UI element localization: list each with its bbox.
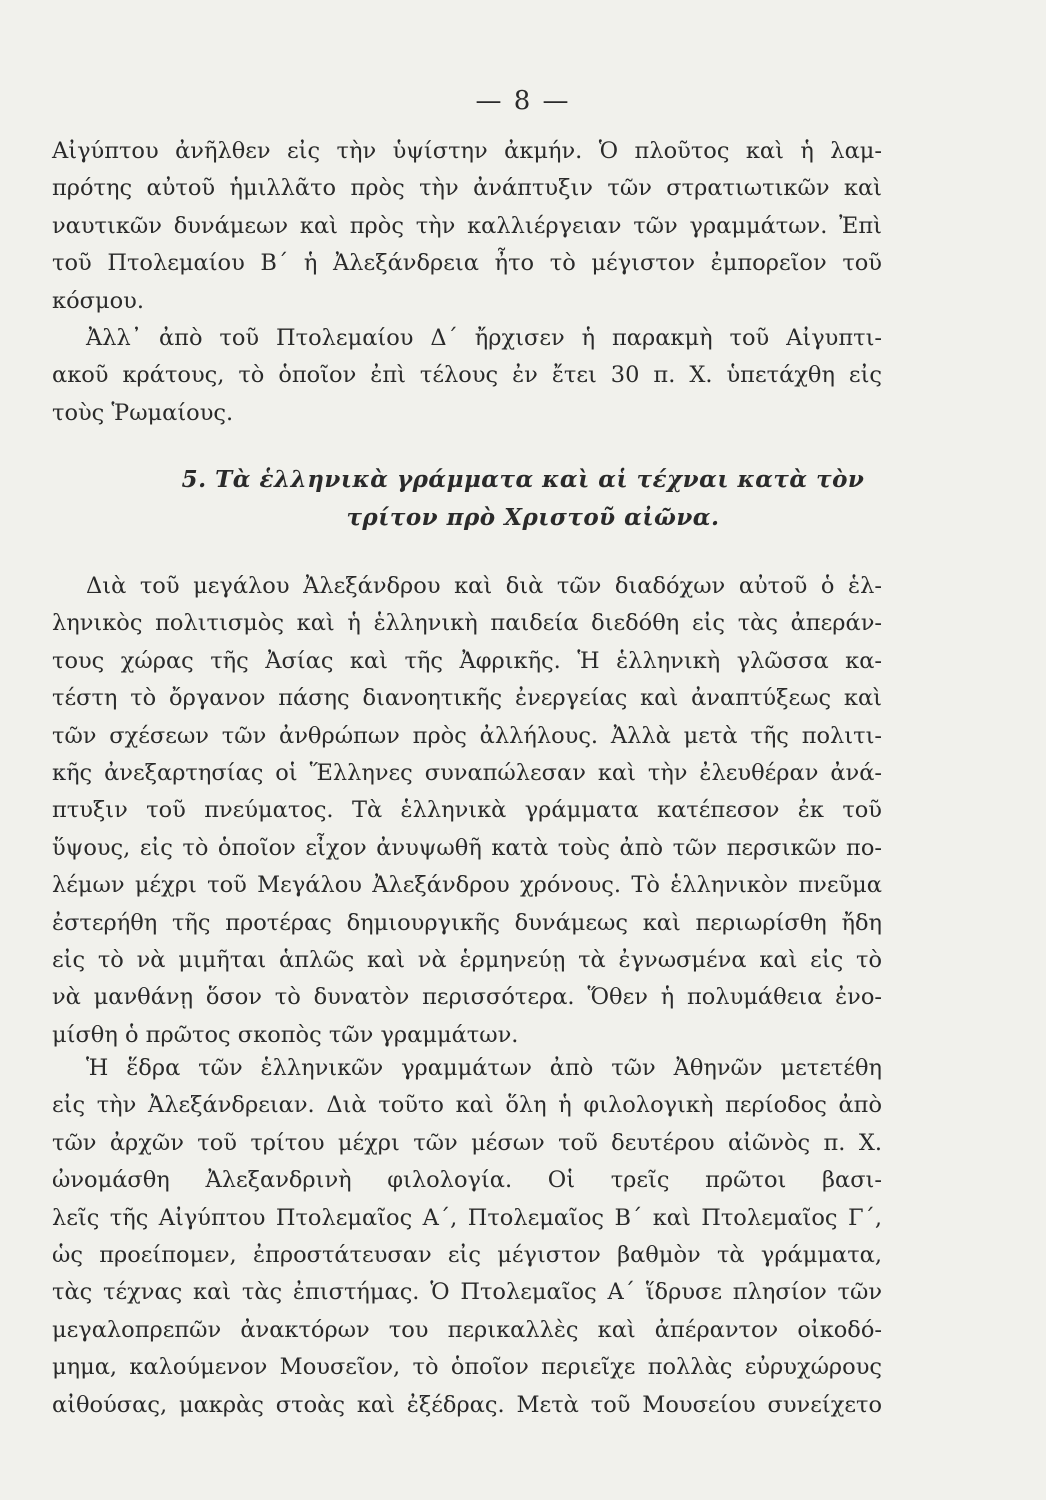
paragraph-2 xyxy=(52,320,882,432)
text-line: εἰς τὸ νὰ μιμῆται ἁπλῶς καὶ νὰ ἑρμηνεύῃ τὰ ἐγνωσμένα καὶ εἰς τὸ xyxy=(52,946,882,973)
paragraph-3 xyxy=(52,568,882,1054)
text-line: μημα, καλούμενον Μουσεῖον, τὸ ὁποῖον περιεῖχε πολλὰς εὐρυχώρους xyxy=(52,1354,882,1381)
section-heading-line-1: 5. Τὰ ἑλληνικὰ γράμματα καὶ αἱ τέχναι κατὰ τὸν xyxy=(181,466,865,493)
text-line: μίσθη ὁ πρῶτος σκοπὸς τῶν γραμμάτων. xyxy=(52,1021,519,1048)
section-heading-line-2: τρίτον πρὸ Χριστοῦ αἰῶνα. xyxy=(346,504,720,531)
text-line: τους χώρας τῆς Ἀσίας καὶ τῆς Ἀφρικῆς. Ἡ ἑλληνικὴ γλῶσσα κα- xyxy=(52,647,882,674)
text-line: νὰ μανθάνῃ ὅσον τὸ δυνατὸν περισσότερα. Ὅθεν ἡ πολυμάθεια ἐνο- xyxy=(52,984,882,1011)
text-line: πρότης αὐτοῦ ἡμιλλᾶτο πρὸς τὴν ἀνάπτυξιν τῶν στρατιωτικῶν καὶ xyxy=(52,175,882,202)
text-line: Διὰ τοῦ μεγάλου Ἀλεξάνδρου καὶ διὰ τῶν διαδόχων αὐτοῦ ὁ ἑλ- xyxy=(86,573,882,599)
text-line: τοῦ Πτολεμαίου Β΄ ἡ Ἀλεξάνδρεια ἦτο τὸ μέγιστον ἐμπορεῖον τοῦ xyxy=(52,250,882,277)
text-line: ακοῦ κράτους, τὸ ὁποῖον ἐπὶ τέλους ἐν ἔτει 30 π. Χ. ὑπετάχθη εἰς xyxy=(52,362,882,389)
page-number: — 8 — xyxy=(475,86,571,116)
text-line: τέστη τὸ ὄργανον πάσης διανοητικῆς ἐνεργείας καὶ ἀναπτύξεως καὶ xyxy=(52,685,882,712)
text-line: Ἀλλ᾽ ἀπὸ τοῦ Πτολεμαίου Δ΄ ἤρχισεν ἡ παρακμὴ τοῦ Αἰγυπτι- xyxy=(86,325,882,351)
paragraph-1 xyxy=(52,133,882,320)
text-line: λεῖς τῆς Αἰγύπτου Πτολεμαῖος Α΄, Πτολεμαῖος Β΄ καὶ Πτολεμαῖος Γ΄, xyxy=(52,1204,882,1231)
text-line: Ἡ ἕδρα τῶν ἑλληνικῶν γραμμάτων ἀπὸ τῶν Ἀθηνῶν μετετέθη xyxy=(86,1055,882,1081)
text-line: μεγαλοπρεπῶν ἀνακτόρων του περικαλλὲς καὶ ἀπέραντον οἰκοδό- xyxy=(52,1316,882,1343)
text-line: τὰς τέχνας καὶ τὰς ἐπιστήμας. Ὁ Πτολεμαῖος Α΄ ἵδρυσε πλησίον τῶν xyxy=(52,1279,882,1306)
text-line: Αἰγύπτου ἀνῆλθεν εἰς τὴν ὑψίστην ἀκμήν. Ὁ πλοῦτος καὶ ἡ λαμ- xyxy=(52,138,882,164)
text-line: τοὺς Ῥωμαίους. xyxy=(52,399,234,426)
text-line: ναυτικῶν δυνάμεων καὶ πρὸς τὴν καλλιέργειαν τῶν γραμμάτων. Ἐπὶ xyxy=(52,212,882,239)
text-line: τῶν ἀρχῶν τοῦ τρίτου μέχρι τῶν μέσων τοῦ δευτέρου αἰῶνὸς π. Χ. xyxy=(52,1129,882,1156)
text-line: πτυξιν τοῦ πνεύματος. Τὰ ἑλληνικὰ γράμματα κατέπεσον ἐκ τοῦ xyxy=(52,797,882,824)
text-line: τῶν σχέσεων τῶν ἀνθρώπων πρὸς ἀλλήλους. Ἀλλὰ μετὰ τῆς πολιτι- xyxy=(52,722,882,749)
text-line: εἰς τὴν Ἀλεξάνδρειαν. Διὰ τοῦτο καὶ ὅλη ἡ φιλολογικὴ περίοδος ἀπὸ xyxy=(52,1092,882,1119)
paragraph-4 xyxy=(52,1050,882,1424)
text-line: κῆς ἀνεξαρτησίας οἱ Ἕλληνες συναπώλεσαν καὶ τὴν ἐλευθέραν ἀνά- xyxy=(52,759,882,786)
text-line: αἰθούσας, μακρὰς στοὰς καὶ ἐξέδρας. Μετὰ τοῦ Μουσείου συνείχετο xyxy=(52,1391,882,1418)
text-line: ἐστερήθη τῆς προτέρας δημιουργικῆς δυνάμεως καὶ περιωρίσθη ἤδη xyxy=(52,909,882,936)
text-line: κόσμου. xyxy=(52,287,144,314)
text-line: ληνικὸς πολιτισμὸς καὶ ἡ ἑλληνικὴ παιδεία διεδόθη εἰς τὰς ἀπεράν- xyxy=(52,610,882,637)
text-line: ὡς προείπομεν, ἐπροστάτευσαν εἰς μέγιστον βαθμὸν τὰ γράμματα, xyxy=(52,1241,882,1268)
text-line: λέμων μέχρι τοῦ Μεγάλου Ἀλεξάνδρου χρόνους. Τὸ ἑλληνικὸν πνεῦμα xyxy=(52,872,882,899)
text-line: ὠνομάσθη Ἀλεξανδρινὴ φιλολογία. Οἱ τρεῖς πρῶτοι βασι- xyxy=(52,1167,882,1194)
text-line: ὕψους, εἰς τὸ ὁποῖον εἶχον ἀνυψωθῆ κατὰ τοὺς ἀπὸ τῶν περσικῶν πο- xyxy=(52,834,882,861)
